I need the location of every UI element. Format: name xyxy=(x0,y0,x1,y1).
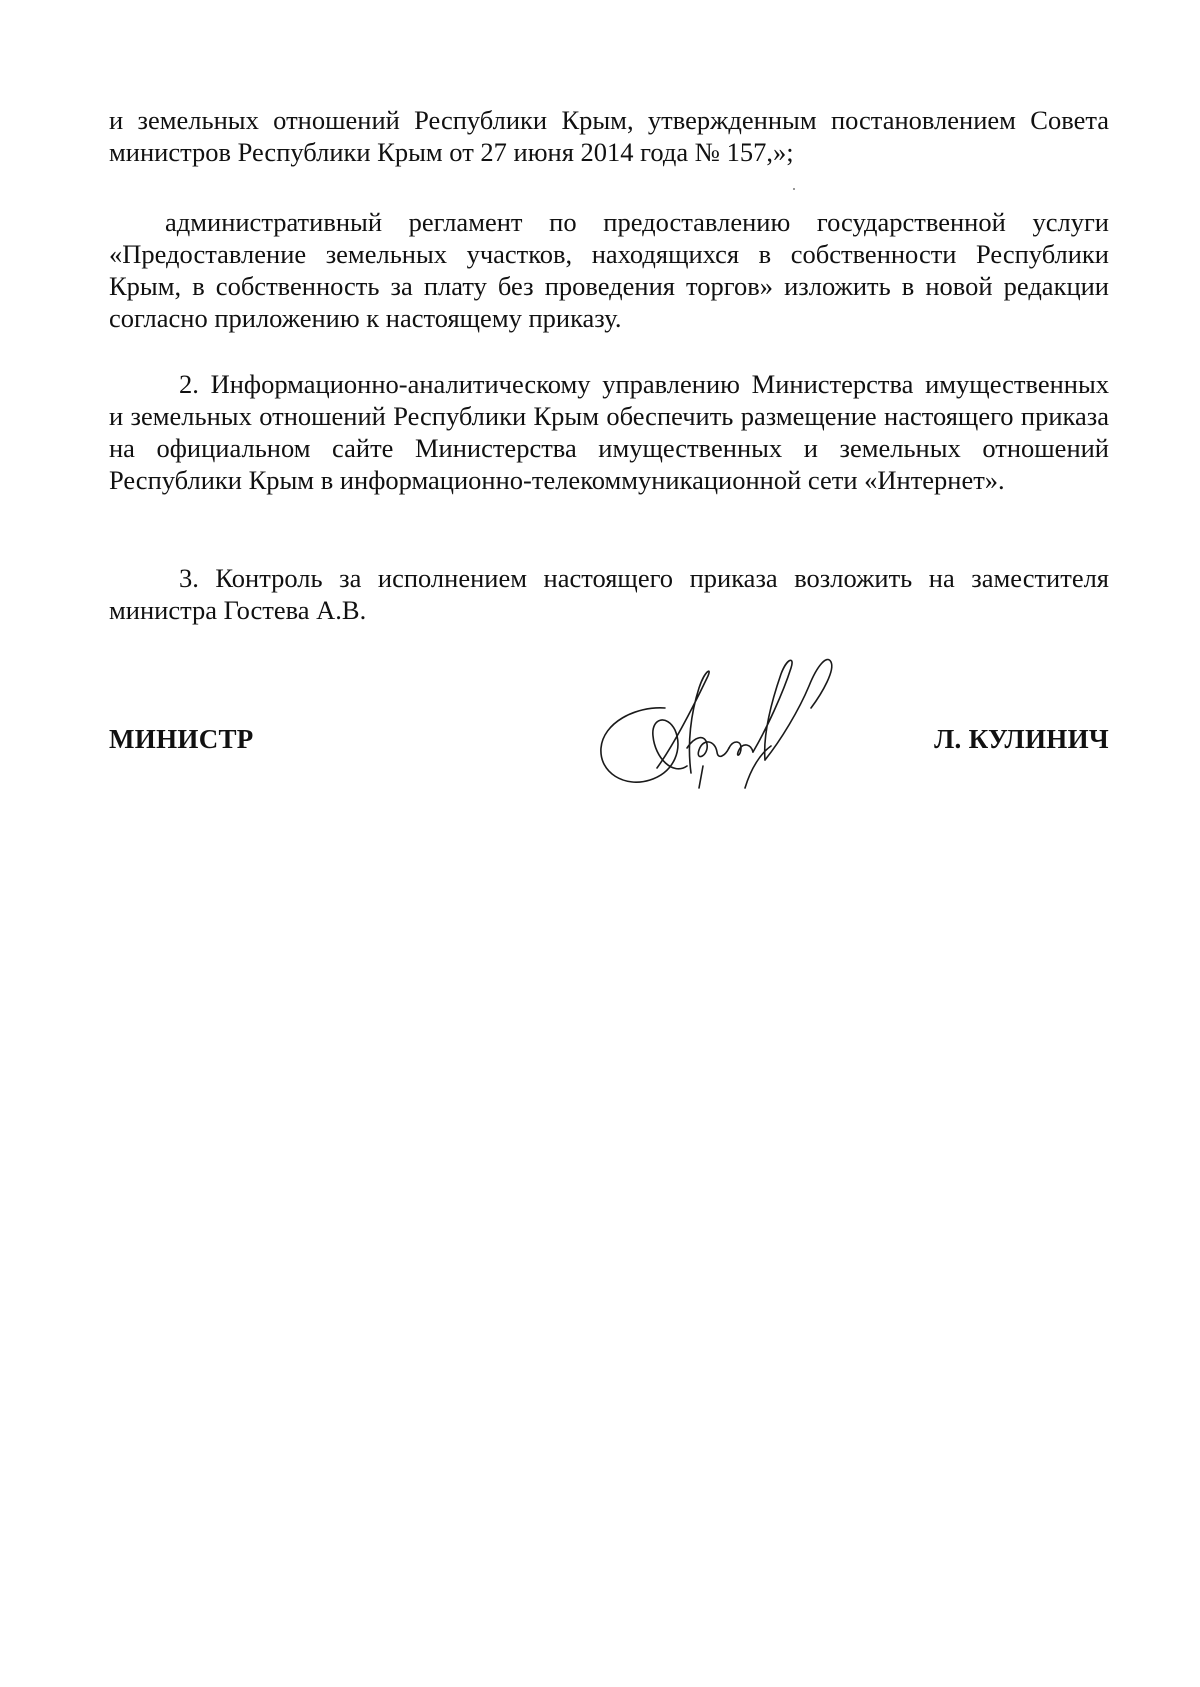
handwritten-signature xyxy=(595,648,855,798)
signatory-name: Л. КУЛИНИЧ xyxy=(934,724,1109,754)
paragraph-4: 3. Контроль за исполнением настоящего приказа возложить на заместителя министра Гостева А.В. xyxy=(109,563,1109,625)
paragraph-3: 2. Информационно-аналитическому управлению Министерства имущественных и земельных отношений Республики Крым обеспечить размещение настоящего приказа на официальном сайте Министерства имущественных и земельных отношений Республики Крым в информационно-телекоммуникационной сети «Интернет». xyxy=(109,369,1109,495)
paragraph-2: административный регламент по предоставлению государственной услуги «Предоставление земельных участков, находящихся в собственности Республики Крым, в собственность за плату без проведения торгов» изложить в новой редакции согласно приложению к настоящему приказу. xyxy=(109,207,1109,333)
scan-mark xyxy=(793,188,795,190)
signatory-title: МИНИСТР xyxy=(109,724,254,754)
paragraph-1: и земельных отношений Республики Крым, утвержденным постановлением Совета министров Республики Крым от 27 июня 2014 года № 157,»; xyxy=(109,105,1109,167)
